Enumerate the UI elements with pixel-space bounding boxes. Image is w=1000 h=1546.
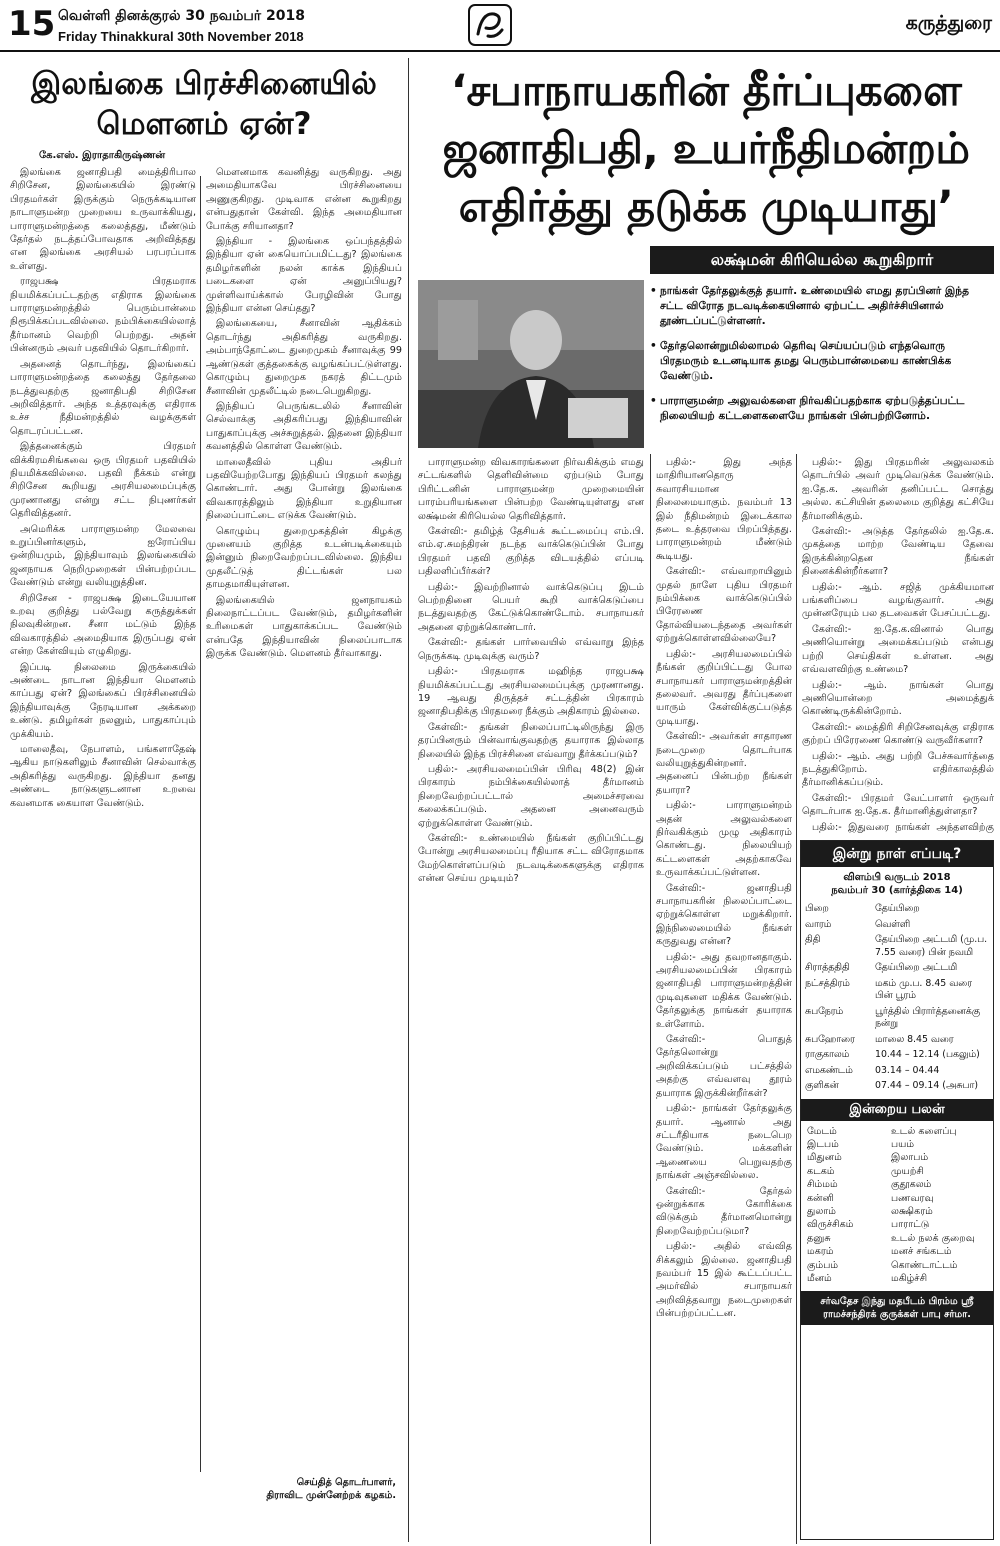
signature-title: செய்தித் தொடர்பாளர், <box>296 1477 396 1488</box>
paragraph: சிறிசேன - ராஜபக்ஷ இடையேயான உறவு குறித்து பல்வேறு கருத்துக்கள் நிலவுகின்றன. சீனா மட்டும் இந்த விவகாரத்தில் அமைதியாக இருப்பது ஏன் என்ற கேள்வியும் எழுகிறது. <box>10 592 196 658</box>
rasi-row <box>801 1151 993 1164</box>
rasi-row-value: மகிழ்ச்சி <box>891 1272 928 1284</box>
signature-org: திராவிட முன்னேற்றக் கழகம். <box>266 1490 396 1501</box>
paragraph: ராஜபக்ஷ பிரதமராக நியமிக்கப்பட்டதற்கு எதிராக இலங்கை பாராளுமன்றத்தில் பெரும்பான்மை நிரூபிக்கப்படவில்லை. நம்பிக்கையில்லாத் தீர்மானம் வெற்றி பெற்றது. அதன் பின்னரும் அவர் பதவியில் தொடர்கிறார். <box>10 276 196 355</box>
almanac-row-value: மகம் மு.ப. 8.45 வரை பின் பூரம் <box>875 977 972 1001</box>
rasi-row-key: தனுசு <box>807 1232 831 1244</box>
paragraph: பதில்:- இதுவரை நாங்கள் அந்தளவிற்கு <box>812 821 994 833</box>
rasi-row <box>801 1259 993 1272</box>
rasi-row-value: உடல் களைப்பு <box>891 1125 957 1137</box>
paragraph: கேள்வி:- தங்கள் நிலைப்பாட்டிலிருந்து இரு தரப்பினரும் பின்வாங்குவதற்கு தயாராக இல்லாத நிலையில் இந்த பிரச்சினை எவ்வாறு தீர்க்கப்படும்? <box>418 721 644 760</box>
almanac-row-value: பூர்த்தில் பிரார்த்தனைக்கு நன்று <box>875 1005 981 1029</box>
rasi-row-key: சிம்மம் <box>807 1179 838 1191</box>
paragraph: கேள்வி:- தேர்தல் ஒன்றுக்காக கோரிக்கை விடுக்கும் தீர்மானமொன்று நிறைவேற்றப்படுமா? <box>656 1185 792 1237</box>
rasi-row-key: கடகம் <box>807 1165 835 1177</box>
paragraph: அமெரிக்க பாராளுமன்ற மேலவை உறுப்பினர்களும், ஐரோப்பிய ஒன்றியமும், இந்தியாவும் இலங்கையில் ஜனநாயக நெறிமுறைகள் பின்பற்றப்பட வேண்டும் என்று வலியுறுத்தின. <box>10 523 196 589</box>
rasi-row <box>801 1138 993 1151</box>
almanac-row-key: வாரம் <box>805 918 832 930</box>
rasi-row-value: பயம் <box>891 1138 915 1150</box>
main-headline-line3: எதிர்த்து தடுக்க முடியாது’ <box>458 182 954 232</box>
paragraph: பதில்:- ஆம். நாங்கள் பொது அணியொன்றை அமைத்துக் கொண்டிருக்கின்றோம். <box>802 679 994 718</box>
paragraph: கேள்வி:- தங்கள் பார்வையில் எவ்வாறு இந்த நெருக்கடி முடிவுக்கு வரும்? <box>418 637 644 662</box>
almanac-row <box>801 1006 993 1031</box>
paragraph: கொழும்பு துறைமுகத்தின் கிழக்கு முனையம் குறித்த உடன்படிக்கையும் இன்னும் நிறைவேற்றப்படவில்லை. இந்திய முதலீட்டுத் திட்டங்கள் பல தாமதமாகியுள்ளன. <box>206 525 402 591</box>
date-tamil: வெள்ளி தினக்குரல் 30 நவம்பர் 2018 <box>58 8 305 24</box>
rasi-row <box>801 1218 993 1231</box>
almanac-row-value: 10.44 – 12.14 (பகலும்) <box>875 1049 980 1060</box>
paragraph: பதில்:- ஆம். அது பற்றி பேச்சுவார்த்தை நடத்துகிறோம். எதிர்காலத்தில் தீர்மானிக்கப்படும். <box>802 750 994 789</box>
column-divider <box>408 58 409 1542</box>
left-article-column-2 <box>206 166 402 1472</box>
left-headline-line1: இலங்கை பிரச்சினையில் <box>31 66 377 102</box>
rasi-row-key: இடபம் <box>807 1138 839 1150</box>
rasi-row-key: துலாம் <box>807 1205 837 1217</box>
paragraph: இலங்கையை, சீனாவின் ஆதிக்கம் தொடர்ந்து அதிகரித்து வருகிறது. அம்பாந்தோட்டை துறைமுகம் சீனாவுக்கு 99 ஆண்டுகள் குத்தகைக்கு வழங்கப்பட்டுள்ளது. கொழும்பு துறைமுக நகரத் திட்டமும் சீனாவின் முதலீட்டில் நடைபெறுகிறது. <box>206 318 402 397</box>
almanac-row-value: மாலை 8.45 வரை <box>875 1033 954 1045</box>
header-dateline <box>58 8 305 44</box>
almanac-row <box>801 978 993 1003</box>
left-article-headline <box>10 64 398 144</box>
rasi-row-key: மீனம் <box>807 1272 832 1284</box>
rasi-row-key: கும்பம் <box>807 1259 839 1271</box>
rasi-row-key: கன்னி <box>807 1192 834 1204</box>
rasi-row-value: உடல் நலக் குறைவு <box>891 1232 975 1244</box>
page-number: 15 <box>8 4 56 44</box>
highlight-bullet: • நாங்கள் தேர்தலுக்குத் தயார். உண்மையில் எமது தரப்பினர் இந்த சட்ட விரோத நடவடிக்கையினால் ஏற்பட்ட அதிர்ச்சியினால் தூண்டப்பட்டுள்ளனர். <box>650 284 994 329</box>
main-article-byline: லக்ஷ்மன் கிரியெல்ல கூறுகிறார் <box>650 246 994 274</box>
paragraph: கேள்வி:- பிரதமர் வேட்பாளர் ஒருவர் தொடர்பாக ஐ.தே.க. தீர்மானித்துள்ளதா? <box>802 792 994 818</box>
almanac-subtitle <box>801 871 993 897</box>
almanac-row-key: நட்சத்திரம் <box>805 977 850 989</box>
almanac-box <box>800 840 994 1540</box>
almanac-row <box>801 1065 993 1078</box>
almanac-row-key: குளிகன் <box>805 1080 839 1091</box>
rasi-row-value: மனச் சங்கடம் <box>891 1246 952 1258</box>
main-headline-line1: ‘சபாநாயகரின் தீர்ப்புகளை <box>450 66 962 116</box>
column-divider <box>200 176 201 1472</box>
almanac-row-value: வெள்ளி <box>875 918 911 930</box>
rasi-row-key: மேடம் <box>807 1125 837 1137</box>
rasi-row <box>801 1192 993 1205</box>
almanac-row-value: தேய்பிறை அட்டமி (மு.ப. 7.55 வரை) பின் நவமி <box>875 934 988 958</box>
paragraph: கேள்வி:- உண்மையில் நீங்கள் குறிப்பிட்டது போன்று அரசியலமைப்பு ரீதியாக சட்ட விரோதமாக மேற்கொள்ளப்படும் நடவடிக்கைகளுக்கு எதிராக என்ன செய்ய முடியும்? <box>418 832 644 885</box>
paragraph: கேள்வி:- அடுத்த தேர்தலில் ஐ.தே.க. முகத்தை மாற்ற வேண்டிய தேவை இருக்கின்றதென நீங்கள் நினைக்கின்றீர்களா? <box>802 526 994 578</box>
section-name: கருத்துரை <box>905 12 992 34</box>
almanac-rows <box>801 903 993 1093</box>
rasi-row-key: விருச்சிகம் <box>807 1219 854 1231</box>
paragraph: மௌனமாக கவனித்து வருகிறது. அது அமைதியாகவே பிரச்சினையை அணுகுகிறது. முடிவாக என்ன கூறுகிறது என்பதுதான் கேள்வி. இந்த அமைதியான போக்கு சரியானதா? <box>206 167 402 232</box>
almanac-row <box>801 934 993 959</box>
almanac-row-value: தேய்பிறை அட்டமி <box>875 962 958 973</box>
column-divider <box>650 454 651 1544</box>
almanac-row-key: சுபஹோரை <box>805 1033 855 1045</box>
almanac-row <box>801 919 993 932</box>
rasi-row-value: இலாபம் <box>891 1152 929 1164</box>
rasi-title: இன்றைய பலன் <box>801 1099 993 1121</box>
almanac-row-value: 03.14 – 04.44 <box>875 1064 940 1076</box>
paragraph: பதில்:- பிரதமராக மஹிந்த ராஜபக்ஷ நியமிக்கப்பட்டது அரசியலமைப்புக்கு முரணானது. 19 ஆவது திருத்தச் சட்டத்தின் பிரகாரம் ஜனாதிபதிக்கு பிரதமரை நீக்கும் அதிகாரம் இல்லை. <box>418 666 644 718</box>
rasi-row <box>801 1272 993 1285</box>
paragraph: பதில்:- அரசியலமைப்பின் பிரிவு 48(2) இன் பிரகாரம் நம்பிக்கையில்லாத் தீர்மானம் நிறைவேற்றப்பட்டால் அமைச்சரவை கலைக்கப்படும். அதனை அனைவரும் ஏற்றுக்கொள்ள வேண்டும். <box>418 763 644 829</box>
highlight-bullet: • பாராளுமன்ற அலுவல்களை நிர்வகிப்பதற்காக ஏற்படுத்தப்பட்ட நிலையியற் கட்டளைகளையே நாங்கள் பின்பற்றினோம். <box>650 394 994 424</box>
date-english: Friday Thinakkural 30th November 2018 <box>58 29 304 44</box>
main-article-column-2 <box>656 456 792 1538</box>
rasi-row-value: முயற்சி <box>891 1165 924 1177</box>
paragraph: அதனைத் தொடர்ந்து, இலங்கைப் பாராளுமன்றத்தை கலைத்து தேர்தலை நடத்துவதற்கு ஜனாதிபதி சிறிசேன அறிவித்தார். அந்த உத்தரவுக்கு எதிராக உச்ச நீதிமன்றத்தில் வழக்குகள் தொடரப்பட்டன. <box>10 358 196 437</box>
rasi-row-value: குதூகலம் <box>891 1179 932 1191</box>
almanac-row-key: பிறை <box>805 903 829 914</box>
paragraph: கேள்வி:- அவர்கள் சாதாரண நடைமுறை தொடர்பாக வலியுறுத்துகின்றனர். அதனைப் பின்பற்ற நீங்கள் தயாரா? <box>656 731 792 796</box>
speaker-photo <box>418 280 644 448</box>
main-article-column-3 <box>802 456 994 834</box>
almanac-row <box>801 962 993 975</box>
main-article-column-1 <box>418 456 644 1538</box>
rasi-row <box>801 1245 993 1258</box>
paragraph: பதில்:- இது பிரதமரின் அலுவலகம் தொடர்பில் அவர் முடிவெடுக்க வேண்டும். ஐ.தே.க. அவரின் தனிப்பட்ட சொத்து அல்ல. கட்சியின் தலைமை குறித்து கட்சியே தீர்மானிக்கும். <box>802 457 994 522</box>
main-article-headline <box>418 62 994 236</box>
paragraph: இந்தியப் பெருங்கடலில் சீனாவின் செல்வாக்கு அதிகரிப்பது இந்தியாவின் பாதுகாப்புக்கு அச்சுறுத்தல். இதனை இந்தியா கவனத்தில் கொள்ள வேண்டும். <box>206 400 402 453</box>
rasi-row-value: லக்ஷிகரம் <box>891 1205 933 1217</box>
almanac-footer: சர்வதேச இந்து மதபீடம் பிரம்ம ஸ்ரீ ராமச்சந்திரக் குருக்கள் பாபு சர்மா. <box>801 1291 993 1325</box>
paragraph: கேள்வி:- மைத்திரி சிறிசேனவுக்கு எதிராக குற்றப் பிரேரணை கொண்டு வருவீர்களா? <box>802 721 994 747</box>
paragraph: கேள்வி:- தமிழ்த் தேசியக் கூட்டமைப்பு எம்.பி. எம்.ஏ.சுமந்திரன் நடந்த வாக்கெடுப்பின் போது பிரதமர் பதவி குறித்த விடயத்தில் எப்படி பதிலளிப்பீர்கள்? <box>418 526 644 578</box>
paragraph: இத்தனைக்கும் பிரதமர் விக்கிரமசிங்கவை ஒரு பிரதமர் பதவியில் நியமிக்கவில்லை. பதவி நீக்கம் என்று சிறிசேன கூறியது அரசியலமைப்புக்கு முரணானது என்று சட்ட நிபுணர்கள் தெரிவித்தனர். <box>10 441 196 520</box>
almanac-row <box>801 903 993 916</box>
almanac-row-key: சிராத்ததிதி <box>805 962 850 973</box>
almanac-year: விளம்பி வருடம் 2018 <box>843 872 951 883</box>
paragraph: இப்படி நிலைமை இருக்கையில் அண்டை நாடான இந்தியா மௌனம் காப்பது ஏன்? இலங்கைப் பிரச்சினையில் இந்தியாவுக்கு நேரடியான அக்கறை உண்டு. தமிழர்கள் நலனும், பாதுகாப்பும் முக்கியம். <box>10 661 196 740</box>
almanac-row-value: 07.44 – 09.14 (அசுபா) <box>875 1080 979 1091</box>
paragraph: பதில்:- ஆம். சஜித் முக்கியமான பங்களிப்பை வழங்குவார். அது முன்னரேயும் பல தடவைகள் பேசப்பட்டது. <box>802 581 994 620</box>
newspaper-logo-icon <box>468 4 512 46</box>
paragraph: பதில்:- நாங்கள் தேர்தலுக்கு தயார். ஆனால் அது சட்டரீதியாக நடைபெற வேண்டும். மக்களின் ஆணையை பெறுவதற்கு நாங்கள் அஞ்சவில்லை. <box>656 1103 792 1182</box>
rasi-row <box>801 1232 993 1245</box>
page-header <box>0 0 1000 52</box>
paragraph: கேள்வி:- ஐ.தே.க.வினால் பொது அணியொன்று அமைக்கப்படும் என்பது பற்றி செய்திகள் உள்ளன. அது எவ்வளவிற்கு உண்மை? <box>802 623 994 676</box>
rasi-row <box>801 1165 993 1178</box>
paragraph: கேள்வி:- எவ்வாறாயினும் முதல் நாளே புதிய பிரதமர் நம்பிக்கை வாக்கெடுப்பில் பிரேரணை தோல்வியடைந்ததை அவர்கள் ஏற்றுக்கொள்ளவில்லையே? <box>656 566 792 645</box>
left-headline-line2: மௌனம் ஏன்? <box>96 106 312 142</box>
paragraph: பதில்:- இவற்றினால் வாக்கெடுப்பு இடம் பெற்றதினை பெயர் கூறி வாக்கெடுப்பை நடத்துவதற்கு கேட்டுக்கொண்டோம். சபாநாயகர் அதனை ஏற்றுக்கொண்டார். <box>418 581 644 633</box>
left-article-column-1 <box>10 166 196 1538</box>
almanac-row-key: திதி <box>805 934 821 945</box>
almanac-row-key: ராகுகாலம் <box>805 1049 850 1060</box>
rasi-row <box>801 1205 993 1218</box>
left-article-author: கே.எஸ். இராதாகிருஷ்ணன் <box>38 150 166 161</box>
paragraph: மாலைதீவில் புதிய அதிபர் பதவியேற்றபோது இந்தியப் பிரதமர் கலந்து கொண்டார். அது போன்று இலங்கை விவகாரத்திலும் இந்தியா உறுதியான நிலைப்பாட்டை எடுக்க வேண்டும். <box>206 456 402 522</box>
paragraph: பதில்:- இது அந்த மாதிரியானதொரு சுவாரசியமான நிலைமையாகும். நவம்பர் 13 இல் நீதிமன்றம் இடைக்கால தடை உத்தரவை பிறப்பித்தது. பாராளுமன்றம் மீண்டும் கூடியது. <box>656 457 792 562</box>
paragraph: பதில்:- அரசியலமைப்பில் நீங்கள் குறிப்பிட்டது போல சபாநாயகர் பாராளுமன்றத்தின் தலைவர். அவரது தீர்ப்புகளை யாரும் கேள்விக்குட்படுத்த முடியாது. <box>656 648 792 727</box>
left-article-signature <box>196 1476 396 1502</box>
paragraph: கேள்வி:- ஜனாதிபதி சபாநாயகரின் நிலைப்பாட்டை ஏற்றுக்கொள்ள மறுக்கிறார். இந்நிலைமையில் நீங்கள் கருதுவது என்ன? <box>656 882 792 948</box>
column-divider <box>796 454 797 1544</box>
rasi-row-key: மிதுனம் <box>807 1152 842 1164</box>
rasi-row-value: கொண்டாட்டம் <box>891 1259 958 1271</box>
paragraph: பாராளுமன்ற விவகாரங்களை நிர்வகிக்கும் எமது சட்டங்களில் தெளிவின்மை ஏற்படும் போது பிரிட்டனின் பாராளுமன்ற முறைமையின் பாரம்பரியங்களை பின்பற்ற வேண்டியுள்ளது என லக்ஷ்மன் கிரியெல்ல தெரிவித்தார். <box>418 457 644 522</box>
almanac-row-value: தேய்பிறை <box>875 903 920 914</box>
rasi-row <box>801 1125 993 1138</box>
paragraph: கேள்வி:- பொதுத் தேர்தலொன்று அறிவிக்கப்படும் பட்சத்தில் அதற்கு எவ்வளவு தூரம் தயாராக இருக்கின்றீர்கள்? <box>656 1034 792 1099</box>
rasi-list <box>801 1121 993 1286</box>
highlight-bullet: • தேர்தலொன்றுமில்லாமல் தெரிவு செய்யப்படும் எந்தவொரு பிரதமரும் உடனடியாக தமது பெரும்பான்மையை காண்பிக்க வேண்டும். <box>650 339 994 384</box>
paragraph: இலங்கையில் ஜனநாயகம் நிலைநாட்டப்பட வேண்டும், தமிழர்களின் உரிமைகள் பாதுகாக்கப்பட வேண்டும் என்பதே இந்தியாவின் நிலைப்பாடாக இருக்க வேண்டும். மௌனம் தீர்வாகாது. <box>206 594 402 660</box>
almanac-date: நவம்பர் 30 (கார்த்திகை 14) <box>831 885 963 896</box>
rasi-row-value: பணவரவு <box>891 1192 934 1204</box>
paragraph: இலங்கை ஜனாதிபதி மைத்திரிபால சிறிசேன, இலங்கையில் இரண்டு பிரதமர்கள் இருக்கும் நெருக்கடியான நாடாளுமன்ற முறையை உருவாக்கியது, பாராளுமன்றத்தை கலைத்தது, மீண்டும் தேர்தல் நடத்தப்போவதாக அறிவித்தது என இலங்கை அரசியல் பரபரப்பாக உள்ளது. <box>10 167 196 272</box>
almanac-row <box>801 1049 993 1062</box>
paragraph: பதில்:- அது தவறானதாகும். அரசியலமைப்பின் பிரகாரம் ஜனாதிபதி பாராளுமன்றத்தின் முடிவுகளை மதிக்க வேண்டும். தேர்தலுக்கு நாங்கள் தயாராக உள்ளோம். <box>656 951 792 1030</box>
almanac-row-key: எமகண்டம் <box>805 1064 853 1076</box>
paragraph: பதில்:- அதில் எவ்வித சிக்கலும் இல்லை. ஜனாதிபதி நவம்பர் 15 இல் கூட்டப்பட்ட அமர்வில் சபாநாயகர் அறிவித்தவாறு நடைமுறைகள் பின்பற்றப்பட்டன. <box>656 1241 792 1320</box>
rasi-row-value: பாராட்டு <box>891 1219 930 1231</box>
paragraph: மாலைதீவு, நேபாளம், பங்களாதேஷ் ஆகிய நாடுகளிலும் சீனாவின் செல்வாக்கு அதிகரித்து வருகிறது. இந்தியா தனது அண்டை நாடுகளுடனான உறவை கவனமாக கையாள வேண்டும். <box>10 744 196 809</box>
almanac-row <box>801 1080 993 1093</box>
highlight-bullets <box>650 284 994 434</box>
almanac-row <box>801 1034 993 1047</box>
rasi-row-key: மகரம் <box>807 1246 834 1258</box>
rasi-row <box>801 1178 993 1191</box>
paragraph: பதில்:- பாராளுமன்றம் அதன் அலுவல்களை நிர்வகிக்கும் முழு அதிகாரம் கொண்டது. நிலையியற் கட்டளைகள் அதற்காகவே உருவாக்கப்பட்டுள்ளன. <box>656 800 792 879</box>
almanac-row-key: சுபநேரம் <box>805 1005 844 1017</box>
main-headline-line2: ஜனாதிபதி, உயர்நீதிமன்றம் <box>442 124 970 174</box>
paragraph: இந்தியா - இலங்கை ஒப்பந்தத்தில் இந்தியா ஏன் கையொப்பமிட்டது? இலங்கை தமிழர்களின் நலன் காக்க இந்தியப் படைகளை ஏன் அனுப்பியது? முள்ளிவாய்க்கால் பேரழிவின் போது இந்தியா என்ன செய்தது? <box>206 236 402 315</box>
almanac-title: இன்று நாள் எப்படி? <box>801 841 993 867</box>
